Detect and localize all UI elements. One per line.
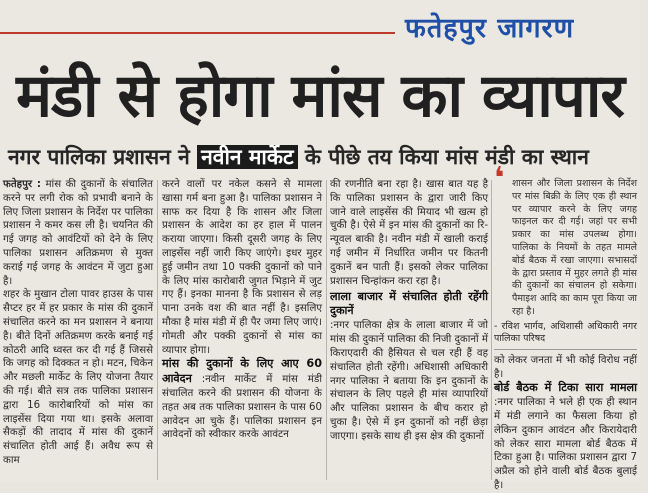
paragraph [162,357,322,442]
quote-mark-icon: ❛ [494,161,505,196]
paragraph: करने वालों पर नकेल कसने से मामला खासा गर्म बना हुआ है। पालिका प्रशासन ने साफ कर दिया है कि शासन और जिला प्रशासन के आदेश का हर हाल में पालन कराया जाएगा। किसी दूसरी जगह के लिए लाइसेंस नहीं जारी किए जाएंगे। इधर मुहर हुई जमीन तथा 10 पक्की दुकानों को पाने के लिए मांस कारोबारी जुगत भिड़ाने में जुट गए हैं। इनका मानना है कि प्रशासन से लड़ पाना उनके वश की बात नहीं है। इसलिए मौका है मांस मंडी में ही पैर जमा लिए जाएं। गोमती और पक्की दुकानों से मांस का व्यापार होगा। [162,179,322,356]
quote-text: शासन और जिला प्रशासन के निर्देश पर मांस बिक्री के लिए एक ही स्थान पर व्यापार करने के लिए जगह फाइनल कर दी गई। जहां पर सभी प्रकार का मांस उपलब्ध होगा। पालिका के नियमों के तहत मामले बोर्ड बैठक में रखा जाएगा। सभासदों के द्वारा प्रस्ताव में मुहर लगते ही मांस की दुकानों का संचालन हो सकेगा। पैमाइश आदि का काम पूरा किया जा रहा है। [512,178,637,317]
paragraph [494,381,637,492]
column-divider [326,180,327,480]
paragraph: शहर के मुखान टोला पावर हाउस के पास सैप्टर हर में हर प्रकार के मांस की दुकानें संचालित करने का मन प्रशासन ने बनाया है। बीते दिनों अतिक्रमण करके बनाई गई कोठरी आदि ध्वस्त कर दी गई हैं जिससे कि जगह को दिक्कत न हो। मटन, चिकेन और मछली मार्केट के लिए योजना तैयार की गई। बीते सत्र तक पालिका प्रशासन द्वारा 16 कारोबारियों को मांस का लाइसेंस दिया गया था। इसके अलावा सैकड़ों की तादाद में मांस की दुकानें संचालित होती आई हैं। अवैध रूप से काम [3,289,153,466]
article-column-3 [330,178,488,478]
city-edition-label: फतेहपुर जागरण [405,13,575,44]
headline: मंडी से होगा मांस का व्यापार [16,61,624,131]
article-column-2 [162,178,322,478]
article-column-4 [494,161,637,491]
subheadline [0,140,648,174]
paragraph-text: :नगर पालिका ने भले ही एक ही स्थान में मंडी लगाने का फैसला किया हो लेकिन दुकान आवंटन और किरायेदारी को लेकर सारा मामला बोर्ड बैठक में टिका हुआ है। पालिका प्रशासन द्वारा 7 अप्रैल को होने वाली बोर्ड बैठक बुलाई है। [494,397,637,491]
section-subhead: बोर्ड बैठक में टिका सारा मामला [494,381,637,395]
subhead-text-before: नगर पालिका प्रशासन ने [8,145,198,169]
section-subhead: लाला बाजार में संचालित होती रहेंगी दुकानें [330,290,488,318]
paragraph-text: मांस की दुकानों के संचालित करने पर लगी रोक को प्रभावी बनाने के लिए जिला प्रशासन के निर्देश पर पालिका प्रशासन ने कमर कस ली है। चयनित की गई जगह को आवंटियों को देने के लिए पालिका प्रशासन अतिक्रमण से मुक्त कराई गई जगह के आवंटन में जुटा हुआ है। [3,179,153,287]
column-divider [491,180,492,480]
paragraph: :नगर पालिका क्षेत्र के लाला बाजार में जो मांस की दुकानें पालिका की निजी दुकानों में किराएदारी की हैसियत से चल रही हैं वह संचालित होती रहेंगी। अधिशासी अधिकारी नगर पालिका ने बताया कि इन दुकानों के संचालन के लिए पहले ही मांस व्यापारियों और पालिका प्रशासन के बीच करार हो चुका है। ऐसे में इन दुकानों को नहीं छेड़ा जाएगा। इसके साथ ही इस क्षेत्र की दुकानों [330,320,488,442]
subhead-text-after: के पीछे तय किया मांस मंडी का स्थान [297,145,589,169]
pull-quote [494,161,637,350]
paragraph: की रणनीति बना रहा है। खास बात यह है कि पालिका प्रशासन के द्वारा जारी किए जाने वाले लाइसेंस की मियाद भी खत्म हो चुकी है। ऐसे में इन मांस की दुकानों का रि-न्यूवल बाकी है। नवीन मंडी में खाली कराई गई जमीन में निर्धारित जमीन पर कितनी दुकानें बन पाती हैं। इसको लेकर पालिका प्रशासन चिन्हांकन करा रहा है। [330,179,488,287]
dateline: फतेहपुर : [3,179,41,190]
header-rule [0,32,395,34]
quote-attribution: - रविश भार्गव, अधिशासी अधिकारी नगर पालिका परिषद [494,320,637,344]
paragraph [3,178,153,288]
article-column-1 [3,178,153,478]
column-divider [157,180,158,480]
paragraph-text: :नवीन मार्केट में मांस मंडी संचालित करने की प्रशासन की योजना के तहत अब तक पालिका प्रशासन के पास 60 आवेदन आ चुके हैं। पालिका प्रशासन इन आवेदनों को स्वीकार करके आवंटन [162,374,322,441]
section-subhead: मांस की दुकानों के लिए आए 60 आवेदन [162,357,322,386]
paragraph: को लेकर जनता में भी कोई विरोध नहीं है। [494,354,637,380]
subhead-highlight: नवीन मार्केट [197,145,297,169]
